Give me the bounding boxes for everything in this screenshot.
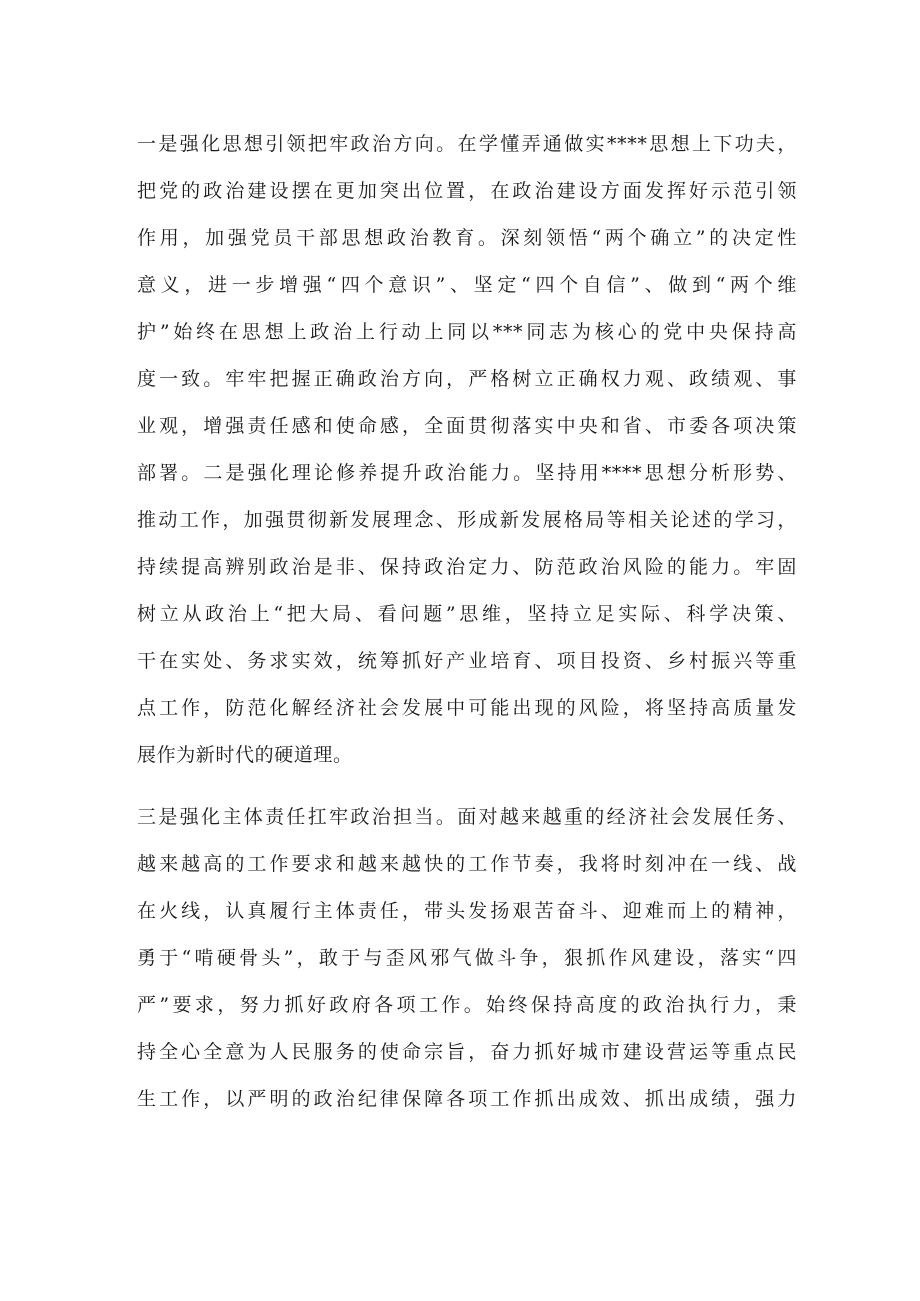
paragraph-line: 把党的政治建设摆在更加突出位置，在政治建设方面发挥好示范引领 xyxy=(137,180,797,202)
paragraph-line: 推动工作，加强贯彻新发展理念、形成新发展格局等相关论述的学习， xyxy=(137,509,797,531)
paragraph-line: 展作为新时代的硬道理。 xyxy=(137,744,353,766)
paragraph-line: 在火线，认真履行主体责任，带头发扬艰苦奋斗、迎难而上的精神， xyxy=(137,900,797,922)
paragraph-line: 勇于“啃硬骨头”，敢于与歪风邪气做斗争，狠抓作风建设，落实“四 xyxy=(137,947,797,969)
paragraph-line: 业观，增强责任感和使命感，全面贯彻落实中央和省、市委各项决策 xyxy=(137,415,797,437)
paragraph-line: 护”始终在思想上政治上行动上同以***同志为核心的党中央保持高 xyxy=(137,321,797,343)
paragraph-line: 意义，进一步增强“四个意识”、坚定“四个自信”、做到“两个维 xyxy=(137,274,797,296)
paragraph-line: 持全心全意为人民服务的使命宗旨，奋力抓好城市建设营运等重点民 xyxy=(137,1041,797,1063)
paragraph-line: 生工作，以严明的政治纪律保障各项工作抓出成效、抓出成绩，强力 xyxy=(137,1088,797,1110)
paragraph-line: 部署。二是强化理论修养提升政治能力。坚持用****思想分析形势、 xyxy=(137,462,797,484)
paragraph-line: 一是强化思想引领把牢政治方向。在学懂弄通做实****思想上下功夫， xyxy=(137,133,797,155)
paragraph-line: 三是强化主体责任扛牢政治担当。面对越来越重的经济社会发展任务、 xyxy=(137,806,797,828)
paragraph-line: 度一致。牢牢把握正确政治方向，严格树立正确权力观、政绩观、事 xyxy=(137,368,797,390)
paragraph-line: 作用，加强党员干部思想政治教育。深刻领悟“两个确立”的决定性 xyxy=(137,227,797,249)
paragraph-line: 越来越高的工作要求和越来越快的工作节奏，我将时刻冲在一线、战 xyxy=(137,853,797,875)
paragraph-line: 干在实处、务求实效，统筹抓好产业培育、项目投资、乡村振兴等重 xyxy=(137,650,797,672)
paragraph-line: 严”要求，努力抓好政府各项工作。始终保持高度的政治执行力，秉 xyxy=(137,994,797,1016)
paragraph-line: 持续提高辨别政治是非、保持政治定力、防范政治风险的能力。牢固 xyxy=(137,556,797,578)
paragraph-line: 树立从政治上“把大局、看问题”思维，坚持立足实际、科学决策、 xyxy=(137,603,797,625)
paragraph-line: 点工作，防范化解经济社会发展中可能出现的风险，将坚持高质量发 xyxy=(137,697,797,719)
